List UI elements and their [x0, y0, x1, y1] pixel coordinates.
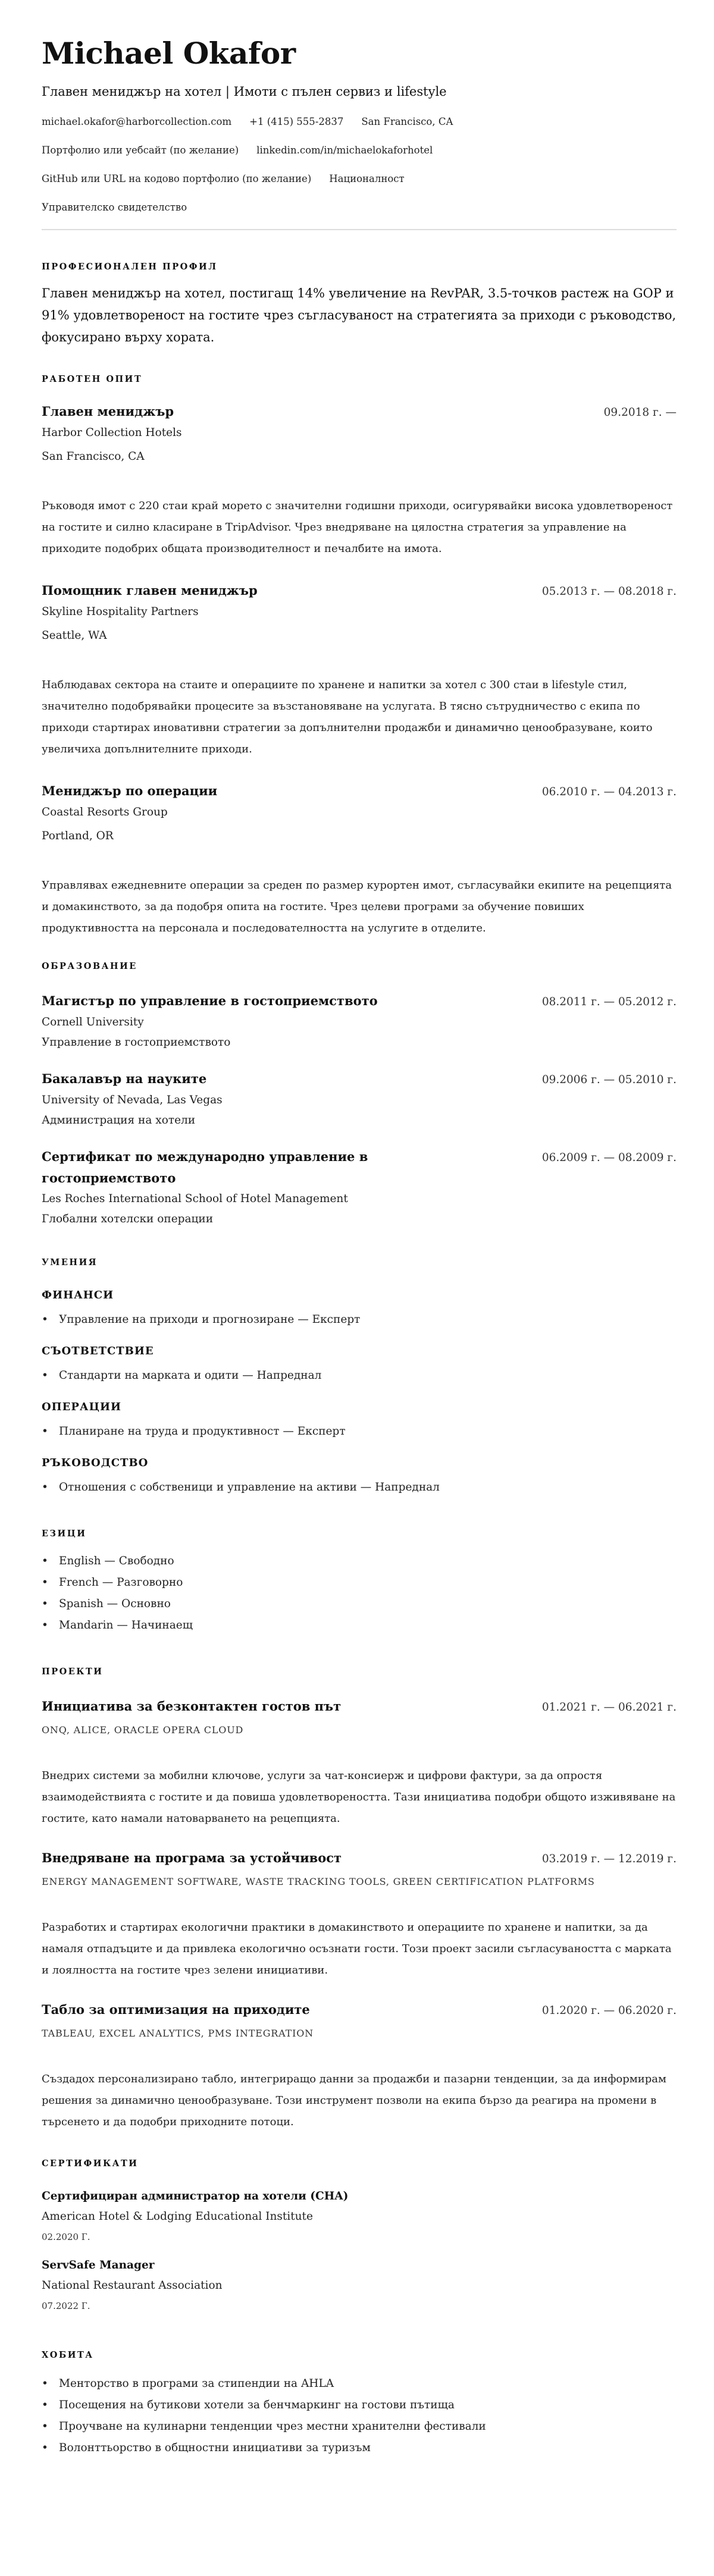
education-entry — [42, 1146, 677, 1229]
skill-category: ФИНАНСИ — [42, 1289, 114, 1301]
project-description: Създадох персонализирано табло, интегриращо данни за продажби и пазарни тенденции, за да информирам решения за динамично ценообразуване. Този инструмент позволи на екипа бързо да реагира на промени в търсенето и да подобри приходните потоци. — [42, 2073, 667, 2128]
project-technologies: ENERGY MANAGEMENT SOFTWARE, WASTE TRACKING TOOLS, GREEN CERTIFICATION PLATFORMS — [42, 1876, 595, 1887]
date-range: 09.2006 г. — 05.2010 г. — [541, 1074, 677, 1086]
project-technologies: ONQ, ALICE, ORACLE OPERA CLOUD — [42, 1724, 244, 1736]
section-heading: ОБРАЗОВАНИЕ — [42, 961, 137, 971]
contact-row — [42, 143, 677, 158]
institution-name: Les Roches International School of Hotel Management — [42, 1193, 348, 1205]
skill-group — [42, 1342, 677, 1386]
contact-item: GitHub или URL на кодово портфолио (по желание) — [42, 173, 312, 184]
contact-info — [42, 115, 677, 215]
certification-date: 07.2022 Г. — [42, 2301, 90, 2311]
contact-item: San Francisco, CA — [361, 116, 453, 127]
date-range: 03.2019 г. — 12.2019 г. — [541, 1853, 677, 1865]
date-range: 06.2009 г. — 08.2009 г. — [541, 1151, 677, 1164]
company-name: Harbor Collection Hotels — [42, 426, 182, 439]
field-of-study: Администрация на хотели — [42, 1114, 196, 1127]
bullet-icon: • — [42, 1425, 48, 1438]
date-range: 09.2018 г. — — [603, 406, 677, 419]
skills-section — [42, 1257, 677, 1498]
skill-list — [42, 1477, 677, 1498]
contact-item: linkedin.com/in/michaelokaforhotel — [256, 145, 433, 156]
bullet-icon: • — [42, 2442, 48, 2454]
hobby-item-text: Проучване на кулинарни тенденции чрез местни хранителни фестивали — [59, 2420, 486, 2433]
section-heading: ХОБИТА — [42, 2350, 94, 2360]
hobbies-section — [42, 2349, 677, 2459]
certification-issuer: American Hotel & Lodging Educational Institute — [42, 2210, 313, 2223]
profile-section — [42, 261, 677, 349]
candidate-name: Michael Okafor — [42, 36, 296, 71]
institution-name: University of Nevada, Las Vegas — [42, 1094, 223, 1106]
section-heading: УМЕНИЯ — [42, 1257, 98, 1267]
job-location: Seattle, WA — [42, 629, 107, 642]
entry-header — [42, 1146, 677, 1189]
project-entry — [42, 1696, 677, 1830]
hobby-item-text: Менторство в програми за стипендии на AHLA — [59, 2377, 334, 2390]
project-entry — [42, 1999, 677, 2133]
skill-item — [42, 1309, 677, 1331]
education-section — [42, 961, 677, 1229]
header-divider — [42, 229, 677, 230]
entry-header — [42, 780, 677, 802]
project-description: Внедрих системи за мобилни ключове, услуги за чат-консиерж и цифрови фактури, за да опростя взаимодействията с гостите и да повиша удовлетвореността. Тази инициатива подобри общото изживяване на гостите, като намали натоварването на рецепцията. — [42, 1769, 676, 1825]
skill-list — [42, 1309, 677, 1331]
bullet-icon: • — [42, 1619, 48, 1631]
bullet-icon: • — [42, 2399, 48, 2411]
skill-group — [42, 1287, 677, 1331]
project-description: Разработих и стартирах екологични практики в домакинството и операциите по хранене и напитки, за да намаля отпадъците и да привлека екологично осъзнати гости. Този проект засили съгласуваността с марката и лоялността на гостите чрез зелени инициативи. — [42, 1921, 672, 1976]
job-entry — [42, 780, 677, 939]
company-name: Coastal Resorts Group — [42, 806, 168, 818]
hobby-item-text: Волонттьорство в общностни инициативи за туризъм — [59, 2442, 371, 2454]
skill-item — [42, 1477, 677, 1498]
hobby-item — [42, 2373, 677, 2395]
contact-item: Управителско свидетелство — [42, 202, 187, 213]
entry-header — [42, 580, 677, 602]
language-item-text: French — Разговорно — [59, 1576, 183, 1589]
skill-group — [42, 1454, 677, 1498]
date-range: 08.2011 г. — 05.2012 г. — [541, 996, 677, 1008]
section-heading: ПРОЕКТИ — [42, 1667, 104, 1677]
job-entry — [42, 580, 677, 760]
bullet-icon: • — [42, 1555, 48, 1567]
contact-item: +1 (415) 555-2837 — [249, 116, 344, 127]
hobby-item — [42, 2416, 677, 2437]
skill-list — [42, 1365, 677, 1386]
certification-title: Сертифициран администратор на хотели (CHA) — [42, 2190, 349, 2202]
skill-text: Стандарти на марката и одити — Напреднал — [59, 1369, 322, 1382]
contact-item: Националност — [329, 173, 405, 184]
bullet-icon: • — [42, 1481, 48, 1493]
date-range: 06.2010 г. — 04.2013 г. — [541, 786, 677, 798]
certification-issuer: National Restaurant Association — [42, 2279, 223, 2292]
degree-title: Сертификат по международно управление в гостоприемството — [42, 1149, 368, 1185]
job-title: Помощник главен мениджър — [42, 583, 258, 598]
contact-row — [42, 172, 677, 186]
project-title: Внедряване на програма за устойчивост — [42, 1850, 342, 1865]
skill-category: СЪОТВЕТСТВИЕ — [42, 1345, 154, 1357]
job-description: Ръководя имот с 220 стаи край морето с значителни годишни приходи, осигурявайки висока удовлетвореност на гостите и силно класиране в TripAdvisor. Чрез внедряване на цялостна стратегия за управление на приходите подобрих общата производителност и печалбите на имота. — [42, 500, 673, 555]
certifications-section — [42, 2158, 677, 2316]
field-of-study: Управление в гостоприемството — [42, 1036, 231, 1049]
job-title: Мениджър по операции — [42, 783, 218, 798]
job-location: San Francisco, CA — [42, 450, 145, 463]
project-title: Табло за оптимизация на приходите — [42, 2002, 310, 2017]
bullet-icon: • — [42, 1576, 48, 1589]
certification-date: 02.2020 Г. — [42, 2232, 90, 2242]
contact-row — [42, 200, 677, 215]
date-range: 05.2013 г. — 08.2018 г. — [541, 585, 677, 598]
job-description: Наблюдавах сектора на стаите и операциите по хранене и напитки за хотел с 300 стаи в lifestyle стил, значително подобрявайки процесите за възстановяване на услугата. В тясно сътрудничество с екипа по приходи стартирах иновативни стратегии за допълнителни продажби и динамично ценообразуване, които увеличиха допълнителните приходи. — [42, 679, 653, 755]
hobby-item — [42, 2437, 677, 2459]
project-title: Инициатива за безконтактен гостов път — [42, 1699, 342, 1714]
project-entry — [42, 1847, 677, 1981]
job-location: Portland, OR — [42, 830, 114, 842]
contact-item: Портфолио или уебсайт (по желание) — [42, 145, 239, 156]
entry-header — [42, 990, 677, 1012]
skill-text: Отношения с собственици и управление на активи — Напреднал — [59, 1481, 440, 1493]
section-heading: ЕЗИЦИ — [42, 1529, 87, 1539]
certification-entry — [42, 2255, 677, 2316]
candidate-headline: Главен мениджър на хотел | Имоти с пълен сервиз и lifestyle — [42, 84, 447, 99]
skill-item — [42, 1365, 677, 1386]
language-item-text: English — Свободно — [59, 1555, 174, 1567]
skill-item — [42, 1421, 677, 1442]
certification-title: ServSafe Manager — [42, 2259, 155, 2271]
degree-title: Бакалавър на науките — [42, 1071, 207, 1086]
language-item — [42, 1615, 677, 1636]
skill-list — [42, 1421, 677, 1442]
job-title: Главен мениджър — [42, 404, 174, 419]
projects-section — [42, 1666, 677, 2133]
project-technologies: TABLEAU, EXCEL ANALYTICS, PMS INTEGRATION — [42, 2028, 314, 2039]
bullet-icon: • — [42, 1369, 48, 1382]
bullet-icon: • — [42, 1598, 48, 1610]
contact-row — [42, 115, 677, 129]
skill-category: ОПЕРАЦИИ — [42, 1401, 121, 1413]
profile-summary: Главен мениджър на хотел, постигащ 14% увеличение на RevPAR, 3.5-точков растеж на GOP и 91% удовлетвореност на гостите чрез съгласуваност на стратегията за приходи с ръководство, фокусирано върху хората. — [42, 286, 677, 344]
section-heading: РАБОТЕН ОПИТ — [42, 374, 143, 384]
date-range: 01.2021 г. — 06.2021 г. — [541, 1701, 677, 1714]
hobby-item — [42, 2395, 677, 2416]
entry-header — [42, 401, 677, 423]
company-name: Skyline Hospitality Partners — [42, 605, 199, 618]
job-entry — [42, 401, 677, 560]
skill-text: Планиране на труда и продуктивност — Експерт — [59, 1425, 346, 1438]
certification-entry — [42, 2186, 677, 2247]
language-item-text: Mandarin — Начинаещ — [59, 1619, 193, 1631]
entry-header — [42, 1068, 677, 1090]
education-entry — [42, 990, 677, 1053]
skill-category: РЪКОВОДСТВО — [42, 1457, 149, 1469]
bullet-icon: • — [42, 2420, 48, 2433]
entry-header — [42, 1847, 677, 1869]
language-item — [42, 1551, 677, 1572]
experience-section — [42, 374, 677, 939]
degree-title: Магистър по управление в гостоприемството — [42, 993, 378, 1008]
resume-header — [42, 0, 677, 215]
contact-item: michael.okafor@harborcollection.com — [42, 116, 232, 127]
date-range: 01.2020 г. — 06.2020 г. — [541, 2004, 677, 2017]
entry-header — [42, 1999, 677, 2021]
languages-section — [42, 1528, 677, 1636]
skill-group — [42, 1398, 677, 1442]
field-of-study: Глобални хотелски операции — [42, 1213, 214, 1225]
bullet-icon: • — [42, 1313, 48, 1326]
language-item-text: Spanish — Основно — [59, 1598, 171, 1610]
section-heading: ПРОФЕСИОНАЛЕН ПРОФИЛ — [42, 262, 218, 272]
education-entry — [42, 1068, 677, 1131]
entry-header — [42, 1696, 677, 1718]
skill-text: Управление на приходи и прогнозиране — Експерт — [59, 1313, 361, 1326]
language-item — [42, 1572, 677, 1593]
job-description: Управлявах ежедневните операции за среден по размер курортен имот, съгласувайки екипите на рецепцията и домакинството, за да подобря опита на гостите. Чрез целеви програми за обучение повиших продуктивността на персонала и последователността на услугите в отделите. — [42, 879, 672, 934]
institution-name: Cornell University — [42, 1016, 144, 1028]
bullet-icon: • — [42, 2377, 48, 2390]
language-item — [42, 1593, 677, 1615]
hobby-item-text: Посещения на бутикови хотели за бенчмаркинг на гостови пътища — [59, 2399, 455, 2411]
section-heading: СЕРТИФИКАТИ — [42, 2158, 139, 2169]
